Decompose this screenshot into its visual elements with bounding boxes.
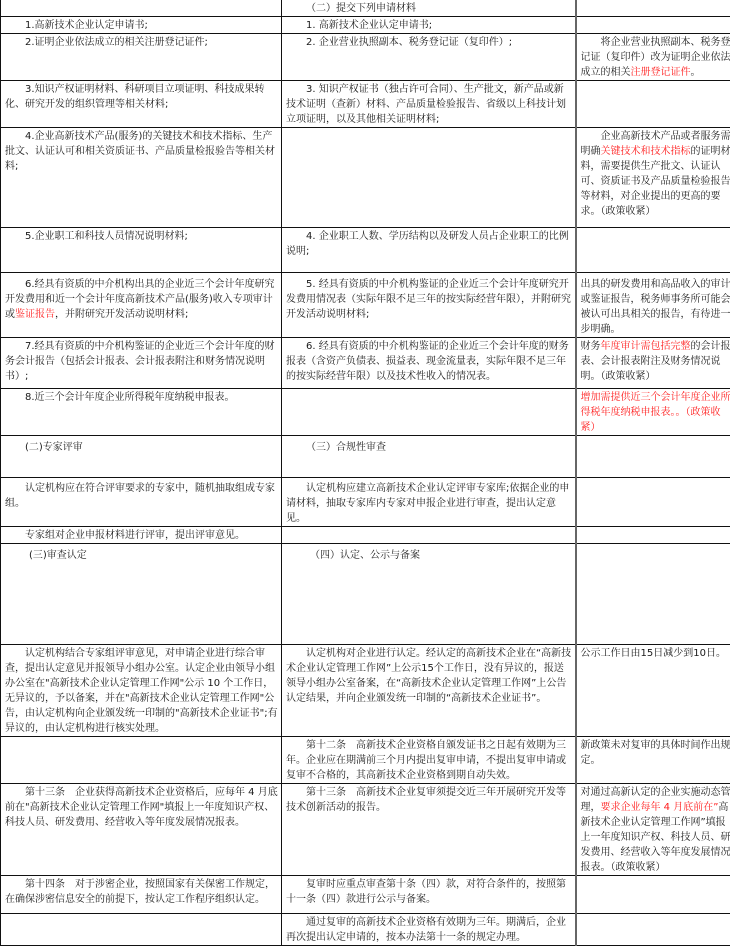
highlight-text: 鉴证报告 — [15, 309, 55, 320]
new-cell: 第十三条 高新技术企业复审须提交近三年开展研究开发等技术创新活动的报告。 — [282, 784, 576, 876]
old-cell: 5.企业职工和科技人员情况说明材料; — [1, 228, 282, 273]
new-cell — [282, 527, 576, 544]
highlight-text: 要求企业每年 4 月底前在” — [601, 802, 719, 813]
note-text: 的会计报表、会计报表附注及财务情况说明。（政策收紧） — [581, 341, 730, 382]
note-cell: 公示工作日由15日减少到10日。 — [576, 645, 730, 737]
table-row — [1, 17, 730, 34]
old-section-heading: (三)审查认定 — [1, 544, 282, 645]
new-cell — [282, 128, 576, 228]
new-cell: 5. 经具有资质的中介机构鉴证的企业近三个会计年度研究开发费用情况表（实际年限不足三年的按实际经营年限），并附研究开发活动说明材料; — [282, 273, 576, 338]
old-text: ，并附研究开发活动说明材料; — [55, 309, 188, 320]
new-cell: 认定机构对企业进行认定。经认定的高新技术企业在“高新技术企业认定管理工作网”上公示15个工作日，没有异议的，报送领导小组办公室备案，在“高新技术企业认定管理工作网”上公告认定结果，并向企业颁发统一印制的“高新技术企业证书”。 — [282, 645, 576, 737]
highlight-text: 关键技术和技术指标 — [601, 146, 691, 157]
table-row — [1, 737, 730, 784]
table-row — [1, 436, 730, 478]
note-cell — [576, 784, 730, 876]
new-cell: 4. 企业职工人数、学历结构以及研发人员占企业职工的比例说明; — [282, 228, 576, 273]
table-row — [1, 0, 730, 17]
new-cell: 通过复审的高新技术企业资格有效期为三年。期满后，企业再次提出认定申请的，按本办法第十一条的规定办理。 — [282, 914, 576, 946]
note-cell — [576, 81, 730, 128]
note-cell — [576, 128, 730, 228]
new-section-heading: （四）认定、公示与备案 — [282, 544, 576, 645]
old-cell — [1, 737, 282, 784]
old-cell: 认定机构结合专家组评审意见，对申请企业进行综合审查，提出认定意见并报领导小组办公室。认定企业由领导小组办公室在"高新技术企业认定管理工作网"公示 10 个工作日，无异议的，予以备案，并在"高新技术企业认定管理工作网"公告，由认定机构向企业颁发统一印制的"高新技术企业证书";有异议的，由认定机构进行核实处理。 — [1, 645, 282, 737]
old-cell: 4.企业高新技术产品(服务)的关键技术和技术指标、生产批文、认证认可和相关资质证书、产品质量检报验告等相关材料; — [1, 128, 282, 228]
highlight-text: 年度审计需包括完整 — [601, 341, 691, 352]
new-cell: 认定机构应建立高新技术企业认定评审专家库;依据企业的申请材料，抽取专家库内专家对申报企业进行审查，提出认定意见。 — [282, 478, 576, 527]
table-row — [1, 784, 730, 876]
note-cell — [576, 914, 730, 946]
note-text: 高新技术企业认定管理工作网”填报上一年度知识产权、科技人员、研发费用、经营收入等年度发展情况报表。（政策收紧） — [581, 802, 730, 873]
new-section-heading: （二）提交下列申请材料 — [282, 0, 576, 17]
note-cell — [576, 436, 730, 478]
new-cell: 1. 高新技术企业认定申请书; — [282, 17, 576, 34]
table-row — [1, 338, 730, 389]
note-text: 将企业营业执照副本、税务登记证（复印件）改为证明企业依法成立的相关 — [581, 37, 730, 78]
note-cell — [576, 17, 730, 34]
old-cell: 7.经具有资质的中介机构鉴证的企业近三个会计年度的财务会计报告（包括会计报表、会计报表附注和财务情况说明书）; — [1, 338, 282, 389]
table-row — [1, 273, 730, 338]
old-cell: 1.高新技术企业认定申请书; — [1, 17, 282, 34]
old-cell: 3.知识产权证明材料、科研项目立项证明、科技成果转化、研究开发的组织管理等相关材料; — [1, 81, 282, 128]
note-cell: 出具的研发费用和高品收入的审计或鉴证报告，税务师事务所可能会被认可出具相关的报告，有待进一步明确。 — [576, 273, 730, 338]
old-cell: 专家组对企业申报材料进行评审，提出评审意见。 — [1, 527, 282, 544]
new-cell: 复审时应重点审查第十条（四）款，对符合条件的，按照第十一条（四）款进行公示与备案。 — [282, 876, 576, 914]
new-cell: 3. 知识产权证书（独占许可合同）、生产批文，新产品或新技术证明（查新）材料、产品质量检验报告、省级以上科技计划立项证明，以及其他相关证明材料; — [282, 81, 576, 128]
old-cell: 认定机构应在符合评审要求的专家中，随机抽取组成专家组。 — [1, 478, 282, 527]
new-cell: 第十二条 高新技术企业资格自颁发证书之日起有效期为三年。企业应在期满前三个月内提出复审申请，不提出复审申请或复审不合格的，其高新技术企业资格到期自动失效。 — [282, 737, 576, 784]
old-text: 6.经具有资质的中介机构出具的企业近三个会计年度研究开发费用和近一个会计年度高新技术产品(服务)收入专项审计或 — [5, 279, 275, 320]
note-text: 财务 — [581, 341, 601, 352]
note-cell — [576, 478, 730, 527]
new-cell: 2. 企业营业执照副本、税务登记证（复印件）; — [282, 34, 576, 81]
note-cell — [576, 338, 730, 389]
table-row — [1, 34, 730, 81]
note-cell — [576, 0, 730, 17]
note-cell — [576, 544, 730, 645]
old-cell — [1, 0, 282, 17]
table-row — [1, 876, 730, 914]
note-text: 企业高新技术产品或者服务需明确 — [581, 131, 730, 157]
old-section-heading: (二)专家评审 — [1, 436, 282, 478]
table-row — [1, 478, 730, 527]
note-text: 。 — [691, 67, 701, 78]
note-cell — [576, 228, 730, 273]
note-cell: 新政策未对复审的具体时间作出规定。 — [576, 737, 730, 784]
note-cell: 增加需提供近三个会计年度企业所得税年度纳税申报表。。（政策收紧） — [576, 389, 730, 436]
table-row — [1, 527, 730, 544]
table-row — [1, 645, 730, 737]
old-cell: 第十四条 对于涉密企业，按照国家有关保密工作规定，在确保涉密信息安全的前提下，按认定工作程序组织认定。 — [1, 876, 282, 914]
old-cell — [1, 273, 282, 338]
new-cell — [282, 389, 576, 436]
old-cell: 2.证明企业依法成立的相关注册登记证件; — [1, 34, 282, 81]
note-text: 的证明材料，需要提供生产批文、认证认可、资质证书及产品质量检验报告等材料，对企业提出的更高的要求。（政策收紧） — [581, 146, 730, 217]
table-row — [1, 914, 730, 946]
table-row — [1, 128, 730, 228]
old-cell: 8.近三个会计年度企业所得税年度纳税申报表。 — [1, 389, 282, 436]
old-cell: 第十三条 企业获得高新技术企业资格后，应每年 4 月底前在"高新技术企业认定管理工作网"填报上一年度知识产权、科技人员、研发费用、经营收入等年度发展情况报表。 — [1, 784, 282, 876]
new-cell: 6. 经具有资质的中介机构鉴证的企业近三个会计年度的财务报表（含资产负债表、损益表、现金流量表，实际年限不足三年的按实际经营年限）以及技术性收入的情况表。 — [282, 338, 576, 389]
new-section-heading: （三）合规性审查 — [282, 436, 576, 478]
note-cell — [576, 34, 730, 81]
note-text: 对通过高新认定的企业实施动态管理， — [581, 787, 730, 813]
table-row — [1, 81, 730, 128]
note-cell — [576, 527, 730, 544]
note-cell — [576, 876, 730, 914]
table-row — [1, 228, 730, 273]
table-row — [1, 544, 730, 645]
highlight-text: 注册登记证件 — [631, 67, 691, 78]
table-row — [1, 389, 730, 436]
old-cell — [1, 914, 282, 946]
